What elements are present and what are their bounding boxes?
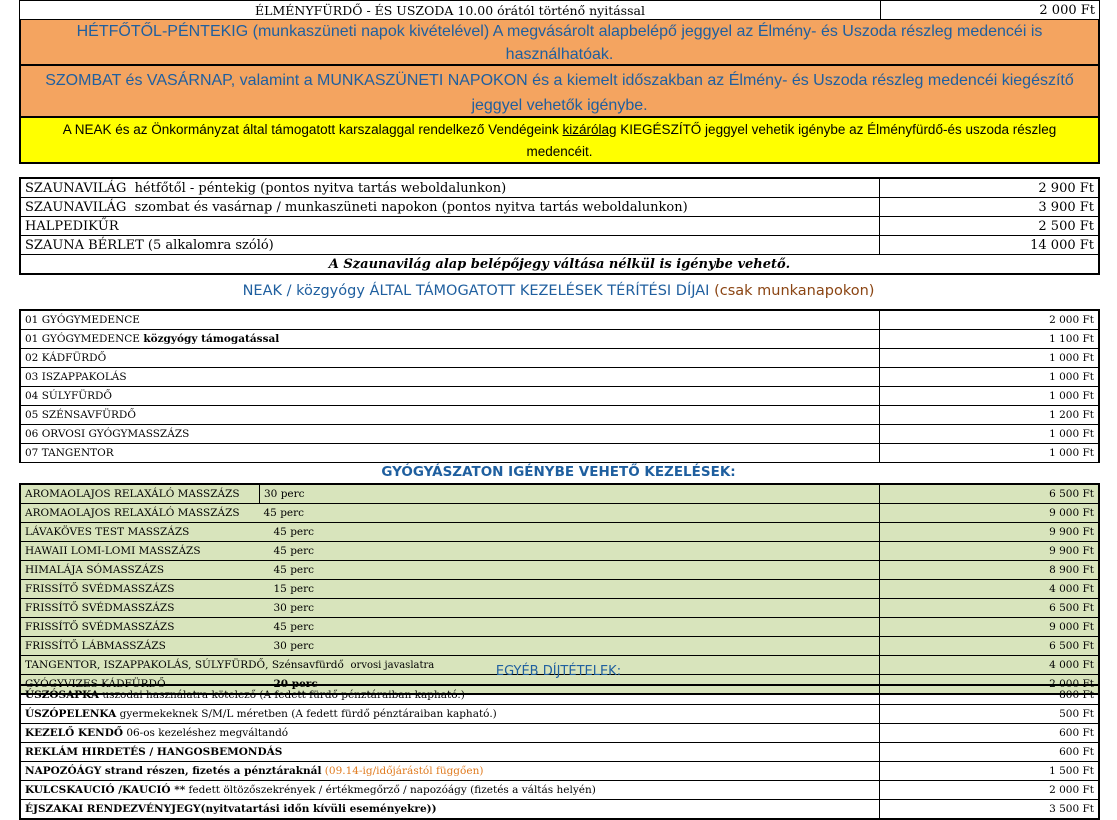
row-price: 3 900 Ft — [880, 198, 1099, 217]
row-name: HIMALÁJA SÓMASSZÁZS — [21, 561, 260, 580]
other-table — [19, 684, 1100, 820]
row-price: 1 500 Ft — [880, 762, 1099, 781]
row-price: 1 000 Ft — [880, 349, 1099, 368]
row-name: 03 ISZAPPAKOLÁS — [21, 368, 880, 387]
row-name: 06 ORVOSI GYÓGYMASSZÁZS — [21, 425, 880, 444]
row-price: 1 000 Ft — [880, 444, 1099, 463]
row-name: AROMAOLAJOS RELAXÁLÓ MASSZÁZS — [21, 485, 260, 504]
weekday-banner — [19, 20, 1100, 66]
row-price: 8 900 Ft — [880, 561, 1099, 580]
table-row — [21, 406, 1098, 425]
table-row — [21, 599, 1098, 618]
table-row — [21, 800, 1098, 819]
row-duration: 45 perc — [260, 504, 880, 523]
top-label: ÉLMÉNYFÜRDŐ - ÉS USZODA 10.00 órától történő nyitással — [20, 1, 881, 20]
row-name: ÚSZÓSAPKA — [25, 688, 100, 701]
row-price: 500 Ft — [880, 705, 1099, 724]
table-row — [21, 523, 1098, 542]
row-name: FRISSÍTŐ SVÉDMASSZÁZS — [21, 599, 260, 618]
row-duration: 30 perc — [260, 485, 880, 504]
row-price: 9 000 Ft — [880, 504, 1099, 523]
table-row — [21, 743, 1098, 762]
table-row — [21, 387, 1098, 406]
table-row — [21, 724, 1098, 743]
sauna-note: A Szaunavilág alap belépőjegy váltása nélkül is igénybe vehető. — [21, 255, 1098, 274]
row-detail: hétfőtől - péntekig (pontos nyitva tartás weboldalunkon) — [134, 180, 507, 196]
other-section-title — [0, 664, 1117, 679]
table-row — [21, 425, 1098, 444]
row-name: REKLÁM HIRDETÉS / HANGOSBEMONDÁS — [25, 745, 283, 758]
row-name: LÁVAKÖVES TEST MASSZÁZS — [21, 523, 260, 542]
row-name: 01 GYÓGYMEDENCE — [25, 332, 140, 345]
row-price: 9 900 Ft — [880, 542, 1099, 561]
table-row — [21, 542, 1098, 561]
row-detail: fedett öltözőszekrények / értékmegőrző / napozóágy (fizetés a váltás helyén) — [188, 783, 596, 796]
table-row — [21, 217, 1098, 236]
row-price: 2 500 Ft — [880, 217, 1099, 236]
row-name: 04 SÚLYFÜRDŐ — [21, 387, 880, 406]
row-price: 800 Ft — [880, 686, 1099, 705]
row-extra: közgyógy támogatással — [143, 332, 280, 345]
row-name: TANGENTOR, ISZAPPAKOLÁS, SÚLYFÜRDŐ, Szénsavfürdő — [25, 658, 344, 671]
row-price: 2 000 Ft — [880, 311, 1099, 330]
row-name: ÚSZÓPELENKA — [25, 707, 117, 720]
row-name: KEZELŐ KENDŐ — [25, 726, 123, 739]
other-title: EGYÉB DÍJTÉTELEK: — [495, 664, 622, 679]
row-name: SZAUNA BÉRLET (5 alkalomra szóló) — [25, 237, 274, 253]
row-name: ÉJSZAKAI RENDEZVÉNYJEGY(nyitvatartási időn kívüli eseményekre)) — [25, 802, 437, 815]
table-row — [21, 762, 1098, 781]
row-duration: 45 perc — [260, 561, 880, 580]
row-duration: 45 perc — [260, 618, 880, 637]
row-name: AROMAOLAJOS RELAXÁLÓ MASSZÁZS — [21, 504, 260, 523]
table-row — [21, 255, 1098, 274]
row-duration: 30 perc — [260, 599, 880, 618]
weekend-banner-text: SZOMBAT és VASÁRNAP, valamint a MUNKASZÜNETI NAPOKON és a kiemelt időszakban az Élmény- és Uszoda részleg medencéi kiegészítő jeggyel vehetők igénybe. — [45, 72, 1074, 114]
row-detail: uszodai használatra kötelező (A fedett fürdő pénztáraiban kapható.) — [102, 688, 465, 701]
row-name: HALPEDIKŰR — [25, 218, 119, 234]
table-row — [21, 198, 1098, 217]
row-duration: 30 perc — [260, 637, 880, 656]
row-name: SZAUNAVILÁG — [25, 199, 127, 215]
row-price: 14 000 Ft — [880, 236, 1099, 255]
row-price: 2 900 Ft — [880, 179, 1099, 198]
row-duration: 45 perc — [260, 542, 880, 561]
neak-title: NEAK / közgyógy ÁLTAL TÁMOGATOTT KEZELÉSEK TÉRÍTÉSI DÍJAI — [242, 283, 710, 299]
row-name: SZAUNAVILÁG — [25, 180, 127, 196]
row-detail: 06-os kezeléshez megváltandó — [126, 726, 289, 739]
table-row — [21, 236, 1098, 255]
row-duration: orvosi javaslatra — [350, 659, 435, 671]
row-price: 3 500 Ft — [880, 800, 1099, 819]
row-price: 4 000 Ft — [880, 656, 1099, 675]
neak-banner-text-pre: A NEAK és az Önkormányzat által támogatott karszalaggal rendelkező Vendégeink — [62, 122, 563, 137]
weekend-banner — [19, 66, 1100, 118]
row-name: FRISSÍTŐ SVÉDMASSZÁZS — [21, 618, 260, 637]
neak-banner — [19, 118, 1100, 164]
row-highlight: (09.14-ig/időjárástól függően) — [324, 764, 484, 777]
row-price: 9 000 Ft — [880, 618, 1099, 637]
table-row — [21, 179, 1098, 198]
row-name: 07 TANGENTOR — [21, 444, 880, 463]
table-row — [21, 580, 1098, 599]
row-price: 600 Ft — [880, 724, 1099, 743]
neak-section-title — [0, 283, 1117, 299]
row-name: 01 GYÓGYMEDENCE — [21, 311, 880, 330]
row-price: 6 500 Ft — [880, 599, 1099, 618]
row-price: 6 500 Ft — [880, 637, 1099, 656]
table-row — [21, 781, 1098, 800]
row-price: 2 000 Ft — [880, 675, 1099, 694]
table-row — [21, 705, 1098, 724]
row-duration: 20 perc — [260, 675, 880, 694]
spa-title: GYÓGYÁSZATON IGÉNYBE VEHETŐ KEZELÉSEK: — [381, 464, 736, 480]
row-detail: gyermekeknek S/M/L méretben (A fedett fürdő pénztáraiban kapható.) — [119, 707, 497, 720]
row-name: HAWAII LOMI-LOMI MASSZÁZS — [21, 542, 260, 561]
table-row — [21, 618, 1098, 637]
row-price: 1 200 Ft — [880, 406, 1099, 425]
row-name: KULCSKAUCIÓ /KAUCIÓ ** — [25, 783, 186, 796]
spa-section-title — [0, 464, 1117, 480]
row-price: 4 000 Ft — [880, 580, 1099, 599]
row-price: 1 000 Ft — [880, 425, 1099, 444]
row-price: 600 Ft — [880, 743, 1099, 762]
row-name: GYÓGYVIZES KÁDFÜRDŐ — [21, 675, 260, 694]
table-row — [21, 349, 1098, 368]
row-name: 05 SZÉNSAVFÜRDŐ — [21, 406, 880, 425]
row-price: 2 000 Ft — [880, 781, 1099, 800]
row-price: 1 100 Ft — [880, 330, 1099, 349]
row-name: FRISSÍTŐ SVÉDMASSZÁZS — [21, 580, 260, 599]
table-row — [21, 561, 1098, 580]
row-name: NAPOZÓÁGY strand részen, fizetés a pénztáraknál — [25, 764, 322, 777]
top-price-row — [19, 0, 1100, 20]
neak-title-suffix: (csak munkanapokon) — [714, 283, 875, 299]
row-price: 9 900 Ft — [880, 523, 1099, 542]
row-duration: 15 perc — [260, 580, 880, 599]
neak-banner-text-post: KIEGÉSZÍTŐ jeggyel vehetik igénybe az Élményfürdő-és uszoda részleg medencéit. — [526, 122, 1057, 159]
table-row — [21, 686, 1098, 705]
top-price: 2 000 Ft — [881, 1, 1100, 20]
table-row — [21, 330, 1098, 349]
table-row — [21, 485, 1098, 504]
table-row — [21, 368, 1098, 387]
table-row — [21, 444, 1098, 463]
row-price: 6 500 Ft — [880, 485, 1099, 504]
row-name: 02 KÁDFÜRDŐ — [21, 349, 880, 368]
table-row — [21, 637, 1098, 656]
row-name: FRISSÍTŐ LÁBMASSZÁZS — [21, 637, 260, 656]
table-row — [21, 504, 1098, 523]
row-price: 1 000 Ft — [880, 387, 1099, 406]
table-row — [21, 311, 1098, 330]
neak-banner-underline: kizárólag — [562, 122, 617, 137]
neak-table — [19, 309, 1100, 463]
weekday-banner-text: HÉTFŐTŐL-PÉNTEKIG (munkaszüneti napok kivételével) A megvásárolt alapbelépő jeggyel az Élmény- és Uszoda részleg medencéi is használhatóak. — [76, 23, 1043, 63]
row-duration: 45 perc — [260, 523, 880, 542]
row-detail: szombat és vasárnap / munkaszüneti napokon (pontos nyitva tartás weboldalunkon) — [134, 199, 688, 215]
sauna-table — [19, 177, 1100, 275]
row-price: 1 000 Ft — [880, 368, 1099, 387]
